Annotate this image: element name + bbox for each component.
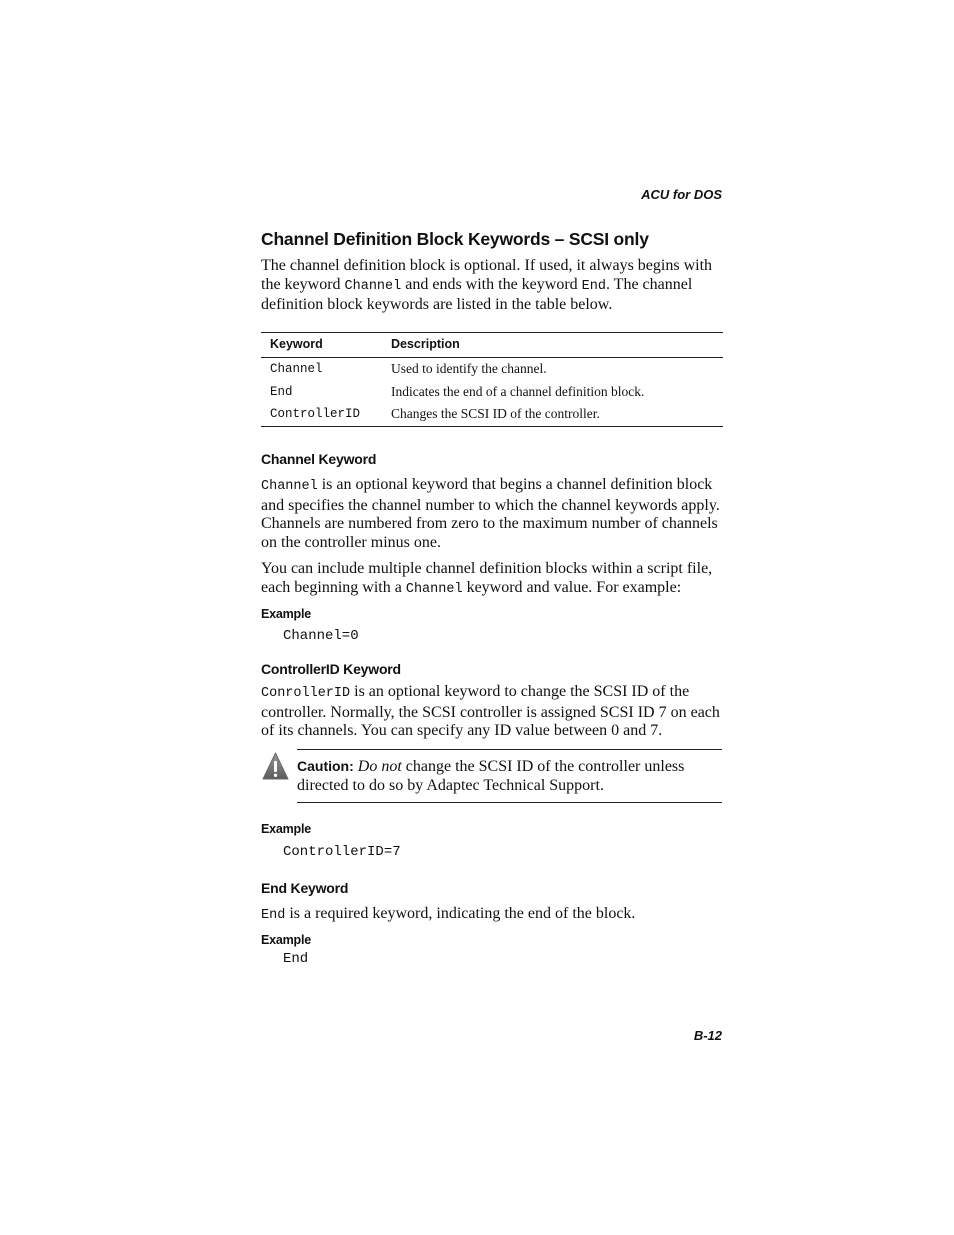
table-row: [261, 403, 723, 426]
example-code: End: [283, 951, 309, 967]
channel-multiple-paragraph: You can include multiple channel definition blocks within a script file, each beginning with a Channel keyword and value. For example:: [261, 560, 713, 597]
example-code: Channel=0: [283, 628, 359, 644]
inline-code: End: [261, 908, 286, 923]
table-row: [261, 381, 723, 404]
channel-keyword-paragraph: Channel is an optional keyword that begins a channel definition block and specifies the channel number to which the channel keywords apply. Channels are numbered from zero to the maximum number of channels on the controller minus one.: [261, 476, 720, 551]
inline-code: Channel: [405, 581, 463, 597]
cell-description: Changes the SCSI ID of the controller.: [391, 406, 600, 421]
inline-code: End: [581, 278, 606, 294]
controllerid-keyword-heading: ControllerID Keyword: [261, 661, 401, 677]
table-header: [261, 333, 723, 358]
caution-icon: [262, 752, 289, 780]
inline-code: Channel: [344, 278, 402, 294]
keyword-table: [261, 332, 723, 427]
end-keyword-paragraph: End is a required keyword, indicating the end of the block.: [261, 905, 636, 923]
example-label: Example: [261, 933, 312, 947]
example-label: Example: [261, 607, 312, 621]
section-title: Channel Definition Block Keywords – SCSI only: [261, 229, 649, 249]
cell-keyword: Channel: [270, 362, 323, 376]
cell-description: Used to identify the channel.: [391, 361, 547, 376]
controllerid-paragraph: ConrollerID is an optional keyword to change the SCSI ID of the controller. Normally, the SCSI controller is assigned SCSI ID 7 on each of its channels. You can specify any ID value between 0 and 7.: [261, 683, 720, 739]
example-code: ControllerID=7: [283, 844, 401, 860]
column-header-description: Description: [391, 337, 460, 351]
cell-description: Indicates the end of a channel definition block.: [391, 383, 645, 399]
table-row: [261, 358, 723, 381]
running-header: ACU for DOS: [641, 187, 722, 202]
example-label: Example: [261, 822, 312, 836]
caution-box: [297, 749, 722, 803]
end-keyword-heading: End Keyword: [261, 880, 349, 896]
inline-code: Channel: [261, 479, 318, 494]
inline-code: ConrollerID: [261, 686, 351, 701]
caution-text: Caution: Do not change the SCSI ID of the controller unless directed to do so by Adaptec Technical Support.: [297, 758, 685, 794]
page-number: B-12: [693, 1028, 722, 1043]
intro-paragraph: The channel definition block is optional. If used, it always begins with the keyword Channel and ends with the keyword End. The channel definition block keywords are listed in the table below.: [261, 257, 713, 313]
column-header-keyword: Keyword: [270, 337, 323, 351]
channel-keyword-heading: Channel Keyword: [261, 451, 377, 467]
cell-keyword: End: [270, 384, 293, 399]
cell-keyword: ControllerID: [270, 407, 361, 421]
caution-label: Caution:: [297, 758, 354, 774]
